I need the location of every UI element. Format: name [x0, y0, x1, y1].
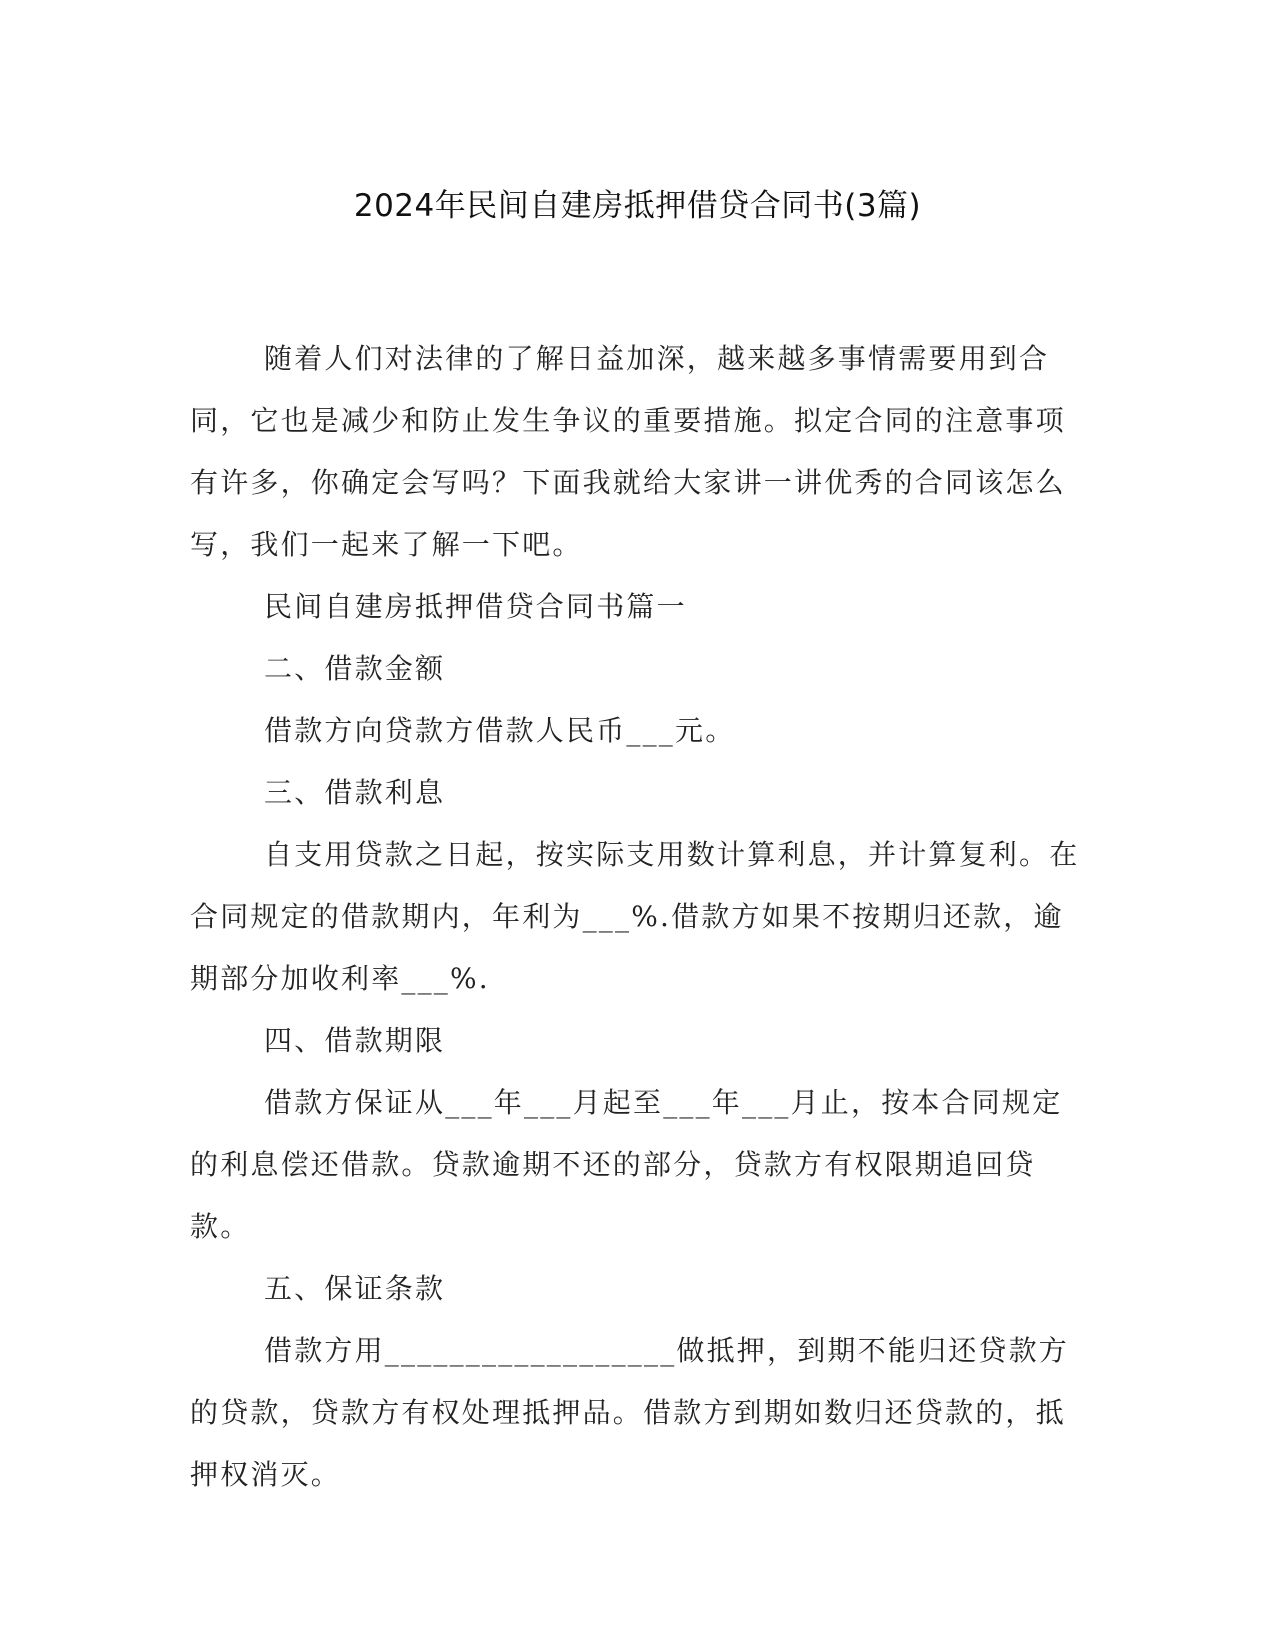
document-body [190, 328, 1080, 1506]
clause-text-guarantee: 借款方用__________________做抵押，到期不能归还贷款方的贷款，贷款方有权处理抵押品。借款方到期如数归还贷款的，抵押权消灭。 [190, 1334, 1070, 1491]
clause-text-loan-term: 借款方保证从___年___月起至___年___月止，按本合同规定的利息偿还借款。贷款逾期不还的部分，贷款方有权限期追回贷款。 [190, 1086, 1063, 1243]
clause-heading-guarantee: 五、保证条款 [264, 1272, 446, 1305]
section-heading-part-one: 民间自建房抵押借贷合同书篇一 [264, 590, 687, 623]
clause-heading-loan-amount: 二、借款金额 [264, 652, 446, 685]
clause-heading-loan-term: 四、借款期限 [264, 1024, 446, 1057]
document-title: 2024年民间自建房抵押借贷合同书(3篇) [353, 188, 922, 224]
clause-heading-loan-interest: 三、借款利息 [264, 776, 446, 809]
clause-text-loan-interest: 自支用贷款之日起，按实际支用数计算利息，并计算复利。在合同规定的借款期内，年利为___%.借款方如果不按期归还款，逾期部分加收利率___%. [190, 838, 1080, 995]
clause-text-loan-amount: 借款方向贷款方借款人民币___元。 [264, 714, 736, 747]
intro-paragraph: 随着人们对法律的了解日益加深，越来越多事情需要用到合同，它也是减少和防止发生争议的重要措施。拟定合同的注意事项有许多，你确定会写吗？下面我就给大家讲一讲优秀的合同该怎么写，我们一起来了解一下吧。 [190, 342, 1066, 561]
